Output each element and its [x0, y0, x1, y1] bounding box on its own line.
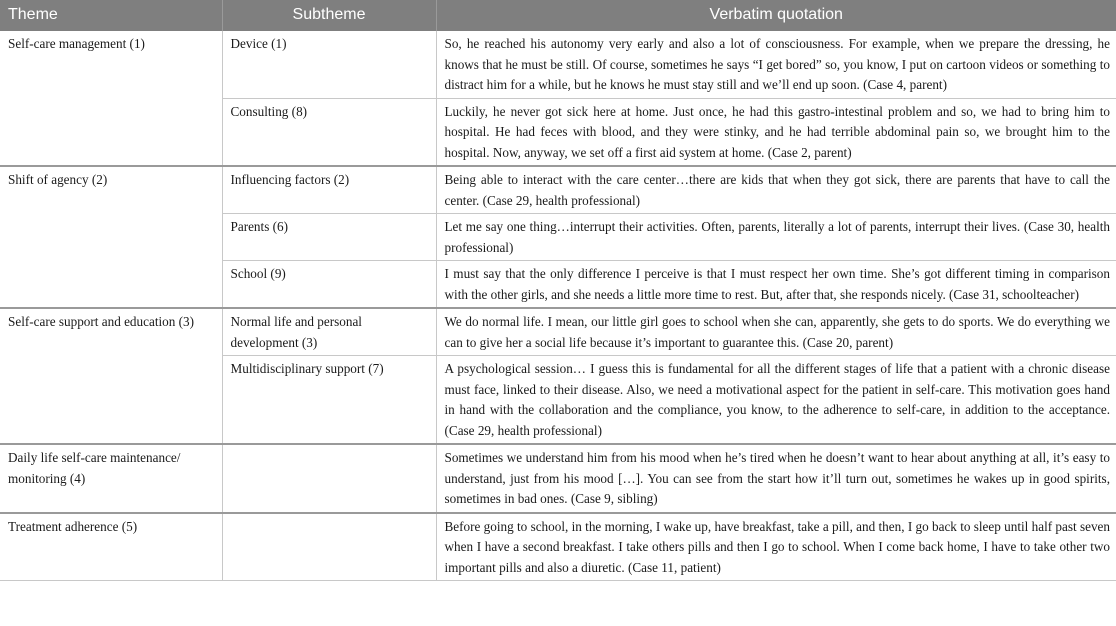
- table-row: [0, 166, 1116, 214]
- header-theme: Theme: [0, 0, 222, 31]
- subtheme-cell: School (9): [222, 261, 436, 309]
- quote-cell: A psychological session… I guess this is fundamental for all the different stages of life that a patient with a chronic disease must face, linked to their disease. Also, we need a motivational aspect for the patient in self-care. This motivation goes hand in hand with the collaboration and the compliance, you know, to the adherence to self-care, in addition to the acceptance. (Case 29, health professional): [436, 356, 1116, 445]
- subtheme-cell: Multidisciplinary support (7): [222, 356, 436, 445]
- subtheme-cell: Influencing factors (2): [222, 166, 436, 214]
- theme-cell: Treatment adherence (5): [0, 513, 222, 581]
- quote-cell: Being able to interact with the care center…there are kids that when they got sick, there are parents that have to call the center. (Case 29, health professional): [436, 166, 1116, 214]
- quote-cell: Sometimes we understand him from his mood when he’s tired when he doesn’t want to hear about anything at all, it’s easy to understand, just from his mood […]. You can see from the start how it’ll turn out, sometimes he wakes up in good spirits, sometimes in bad ones. (Case 9, sibling): [436, 444, 1116, 513]
- theme-cell: Shift of agency (2): [0, 166, 222, 308]
- table-row: [0, 444, 1116, 513]
- header-quotation: Verbatim quotation: [436, 0, 1116, 31]
- quote-cell: I must say that the only difference I perceive is that I must respect her own time. She’s got different timing in comparison with the other girls, and she needs a little more time to rest. But, after that, she responds nicely. (Case 31, schoolteacher): [436, 261, 1116, 309]
- subtheme-cell: Device (1): [222, 31, 436, 98]
- quote-cell: Luckily, he never got sick here at home. Just once, he had this gastro-intestinal problem and so, we had to bring him to hospital. He had feces with blood, and they were stinky, and he had terrible abdominal pain so, we brought him to the hospital. Now, anyway, we set off a first aid system at home. (Case 2, parent): [436, 98, 1116, 166]
- subtheme-cell: Consulting (8): [222, 98, 436, 166]
- quote-cell: We do normal life. I mean, our little girl goes to school when she can, apparently, she gets to do sports. We do everything we can to give her a social life because it’s important to guarantee this. (Case 20, parent): [436, 308, 1116, 356]
- theme-cell: Self-care management (1): [0, 31, 222, 166]
- theme-cell: Self-care support and education (3): [0, 308, 222, 444]
- theme-cell: Daily life self-care maintenance/ monitoring (4): [0, 444, 222, 513]
- subtheme-cell: [222, 513, 436, 581]
- quote-cell: So, he reached his autonomy very early and also a lot of consciousness. For example, when we prepare the dressing, he knows that he must be still. Of course, sometimes he says “I get bored” so, you know, I put on cartoon videos or something to distract him for a while, but he knows he must stay still and we’ll end up soon. (Case 4, parent): [436, 31, 1116, 98]
- header-subtheme: Subtheme: [222, 0, 436, 31]
- table-row: [0, 308, 1116, 356]
- subtheme-cell: Parents (6): [222, 214, 436, 261]
- quote-cell: Before going to school, in the morning, I wake up, have breakfast, take a pill, and then, I go back to sleep until half past seven when I have a second breakfast. I take others pills and then I go to school. When I come back home, I have to take other two important pills and also a diuretic. (Case 11, patient): [436, 513, 1116, 581]
- subtheme-cell: [222, 444, 436, 513]
- subtheme-cell: Normal life and personal development (3): [222, 308, 436, 356]
- quote-cell: Let me say one thing…interrupt their activities. Often, parents, literally a lot of parents, interrupt their lives. (Case 30, health professional): [436, 214, 1116, 261]
- table-row: [0, 31, 1116, 98]
- table-row: [0, 513, 1116, 581]
- header-row: [0, 0, 1116, 31]
